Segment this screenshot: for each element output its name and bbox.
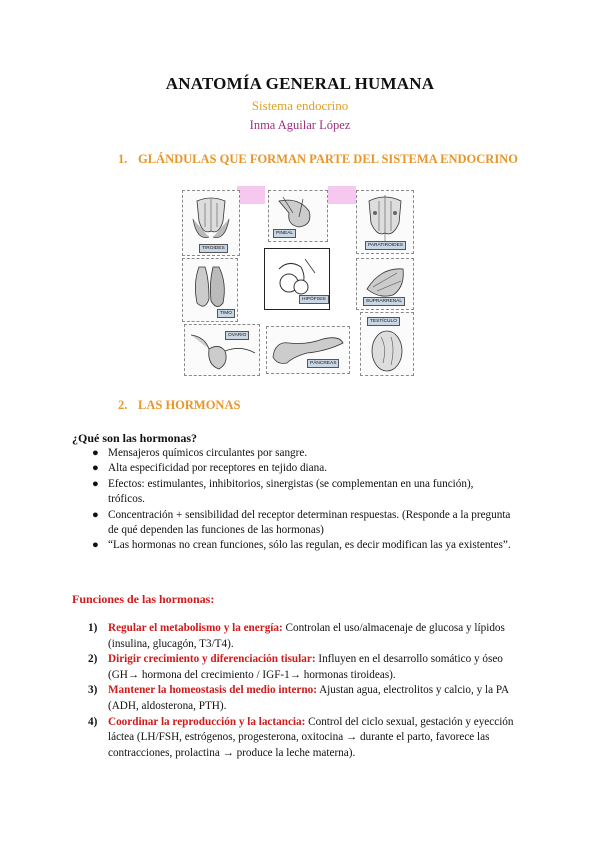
label-suprarrenal: SUPRARRENAL	[363, 297, 405, 306]
function-highlight: Mantener la homeostasis del medio interno:	[108, 684, 317, 697]
panel-tiroides	[182, 190, 240, 256]
list-item: ● Mensajeros químicos circulantes por sangre.	[92, 446, 512, 461]
item-number: 2)	[88, 653, 98, 666]
section-1-number: 1.	[118, 152, 128, 166]
bullet-icon: ●	[92, 477, 99, 490]
glands-figure	[180, 186, 418, 376]
panel-testiculo	[360, 312, 414, 376]
panel-hipofisis	[264, 248, 330, 310]
list-item: ● “Las hormonas no crean funciones, sólo las regulan, es decir modifican las ya existentes”.	[92, 538, 512, 553]
section-2-heading	[118, 398, 240, 413]
section-2-number: 2.	[118, 398, 128, 412]
bullet-icon: ●	[92, 539, 99, 552]
list-item	[88, 683, 516, 714]
label-tiroides: TIROIDES	[199, 244, 228, 253]
function-highlight: Regular el metabolismo y la energía:	[108, 622, 283, 634]
list-item	[88, 715, 516, 762]
bullet-icon: ●	[92, 508, 99, 521]
question-heading: ¿Qué son las hormonas?	[72, 431, 198, 445]
function-text: Control del ciclo sexual, gestación y eyección láctea (LH/FSH, estrógenos, progesterona, oxitocina → durante el parto, favorece las contracciones, prolactina → produce la leche materna).	[108, 715, 514, 759]
functions-heading: Funciones de las hormonas:	[72, 592, 215, 606]
function-text: Influyen en el desarrollo somático y óseo (GH→ hormona del crecimiento / IGF-1→ hormonas tiroideas).	[108, 653, 503, 681]
function-text: Ajustan agua, electrolitos y calcio, y la PA (ADH, aldosterona, PTH).	[108, 684, 509, 712]
label-hipofisis: HIPÓFISIS	[299, 295, 329, 304]
section-1-title: GLÁNDULAS QUE FORMAN PARTE DEL SISTEMA ENDOCRINO	[138, 152, 518, 166]
bullet-icon: ●	[92, 462, 99, 475]
section-2-title: LAS HORMONAS	[138, 398, 241, 412]
list-item: ● Concentración + sensibilidad del receptor determinan respuestas. (Responde a la pregunta de qué dependen las funciones de las hormonas)	[92, 508, 511, 537]
item-number: 4)	[88, 715, 98, 728]
list-item	[88, 621, 516, 652]
item-number: 3)	[88, 684, 98, 697]
panel-pineal	[268, 190, 328, 242]
functions-list	[88, 621, 516, 761]
label-paratiroides: PARATIROIDES	[365, 241, 406, 250]
panel-timo	[182, 258, 238, 322]
document-title: ANATOMÍA GENERAL HUMANA	[165, 74, 435, 93]
function-highlight: Coordinar la reproducción y la lactancia:	[108, 715, 306, 728]
function-text: Controlan el uso/almacenaje de glucosa y lípidos (insulina, glucagón, T3/T4).	[108, 622, 505, 650]
panel-paratiroides	[356, 190, 414, 254]
label-ovario: OVARIO	[225, 331, 249, 340]
figure-pink-band-left	[237, 186, 265, 204]
section-1-heading	[118, 152, 518, 167]
bullet-icon: ●	[92, 447, 99, 459]
list-item: ● Efectos: estimulantes, inhibitorios, sinergistas (se complementan en una función), tróficos.	[92, 477, 474, 506]
function-highlight: Dirigir crecimiento y diferenciación tisular:	[108, 653, 316, 666]
label-pineal: PINEAL	[273, 229, 296, 238]
list-item: ● Alta especificidad por receptores en tejido diana.	[92, 461, 512, 476]
label-pancreas: PÁNCREAS	[307, 359, 339, 368]
panel-ovario	[184, 324, 260, 376]
hormones-bullet-list	[92, 446, 512, 554]
panel-pancreas	[266, 326, 350, 374]
document-subtitle: Sistema endocrino	[251, 98, 349, 113]
label-testiculo: TESTÍCULO	[367, 317, 400, 326]
document-author: Inma Aguilar López	[249, 118, 351, 132]
item-number: 1)	[88, 622, 98, 634]
label-timo: TIMO	[217, 309, 235, 318]
panel-suprarrenal	[356, 258, 414, 310]
figure-pink-band-right	[328, 186, 356, 204]
list-item	[88, 652, 516, 683]
